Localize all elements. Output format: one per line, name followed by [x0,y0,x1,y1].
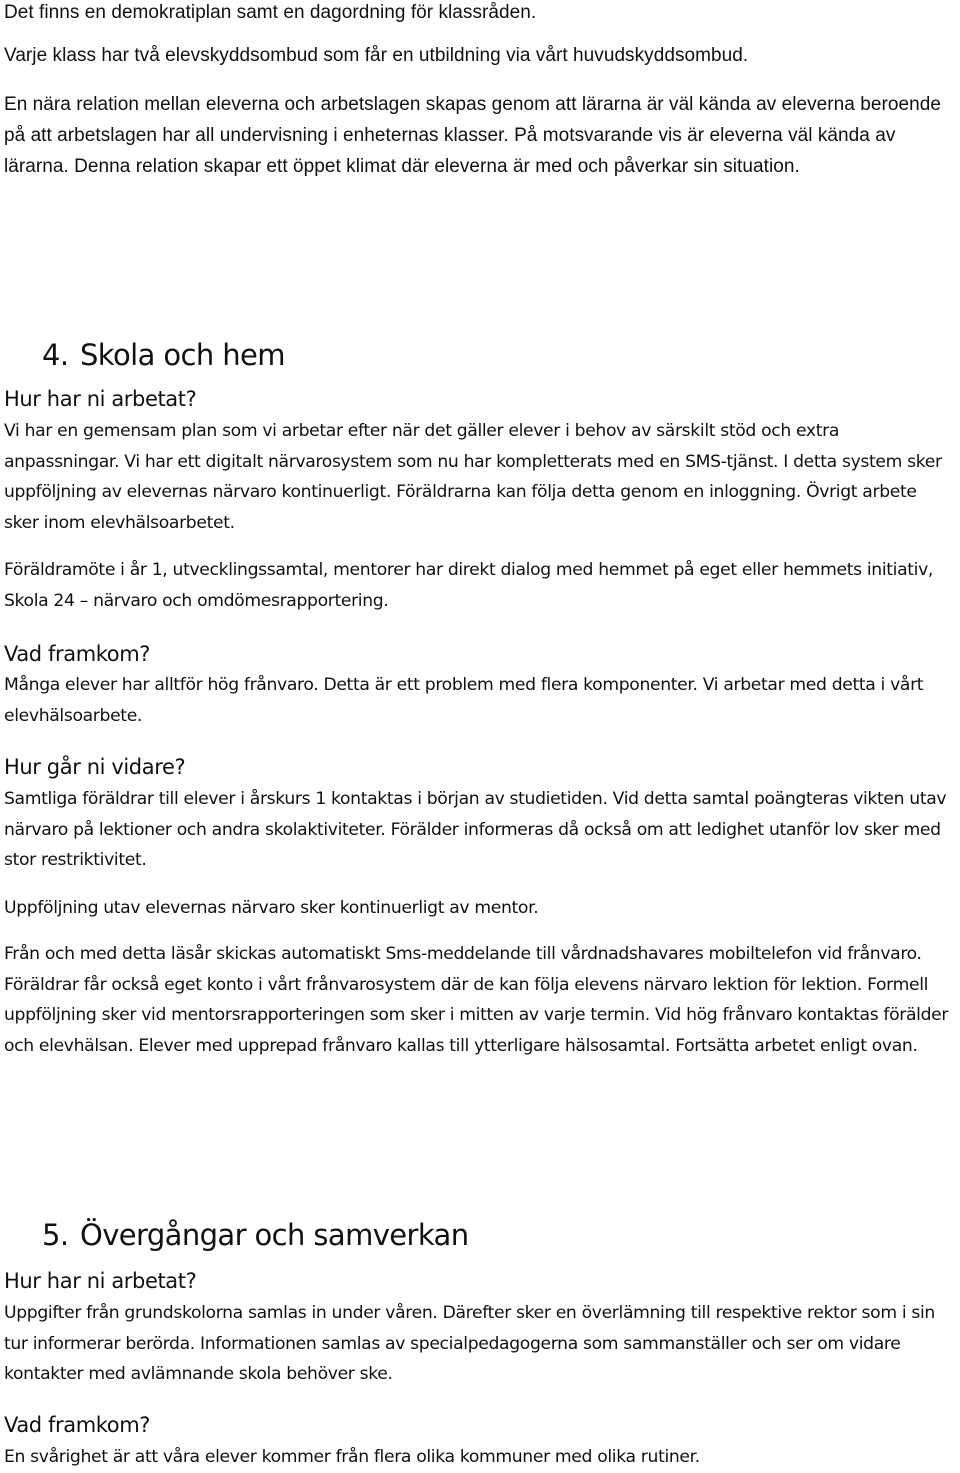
intro-paragraph-2: Varje klass har två elevskyddsombud som får en utbildning via vårt huvudskyddsombud. [4,45,749,66]
section-5-title: Övergångar och samverkan [80,1218,469,1252]
section-4-subheading-next-steps: Hur går ni vidare? [4,755,186,779]
intro-paragraph-3: En nära relation mellan eleverna och arbetslagen skapas genom att lärarna är väl kända av eleverna beroende på att arbetslagen har all undervisning i enheternas klasser. På motsvarande vis är eleverna väl kända av lärarna. Denna relation skapar ett öppet klimat där eleverna är med och påverkar sin situation. [4,94,941,177]
section-4-heading [42,336,285,374]
section-5-number: 5. [42,1218,69,1252]
section-5-subheading-how-worked: Hur har ni arbetat? [4,1269,197,1293]
section-5-heading [42,1216,469,1254]
section-4-paragraph-6: Från och med detta läsår skickas automatiskt Sms-meddelande till vårdnadshavares mobiltelefon vid frånvaro. Föräldrar får också eget konto i vårt frånvarosystem där de kan följa elevens närvaro lektion för lektion. Formell uppföljning sker vid mentorsrapporteringen som sker i mitten av varje termin. Vid hög frånvaro kontaktas förälder och elevhälsan. Elever med upprepad frånvaro kallas till ytterligare hälsosamtal. Fortsätta arbetet enligt ovan. [4,944,949,1056]
section-4-subheading-findings: Vad framkom? [4,642,151,666]
section-4-paragraph-2: Föräldramöte i år 1, utvecklingssamtal, mentorer har direkt dialog med hemmet på eget eller hemmets initiativ, Skola 24 – närvaro och omdömesrapportering. [4,560,934,611]
section-4-number: 4. [42,338,69,372]
section-4-paragraph-5: Uppföljning utav elevernas närvaro sker kontinuerligt av mentor. [4,898,539,918]
section-4-title: Skola och hem [80,338,285,372]
section-4-subheading-how-worked: Hur har ni arbetat? [4,387,197,411]
section-5-paragraph-2: En svårighet är att våra elever kommer från flera olika kommuner med olika rutiner. [4,1447,700,1467]
section-5-paragraph-1: Uppgifter från grundskolorna samlas in under våren. Därefter sker en överlämning till respektive rektor som i sin tur informerar berörda. Informationen samlas av specialpedagogerna som sammanställer och ser om vidare kontakter med avlämnande skola behöver ske. [4,1303,935,1384]
section-4-paragraph-3: Många elever har alltför hög frånvaro. Detta är ett problem med flera komponenter. Vi arbetar med detta i vårt elevhälsoarbete. [4,675,924,726]
section-4-paragraph-1: Vi har en gemensam plan som vi arbetar efter när det gäller elever i behov av särskilt stöd och extra anpassningar. Vi har ett digitalt närvarosystem som nu har kompletterats med en SMS-tjänst. I detta system sker uppföljning av elevernas närvaro kontinuerligt. Föräldrarna kan följa detta genom en inloggning. Övrigt arbete sker inom elevhälsoarbetet. [4,421,942,533]
section-5-subheading-findings: Vad framkom? [4,1413,151,1437]
intro-paragraph-1: Det finns en demokratiplan samt en dagordning för klassråden. [4,2,537,23]
section-4-paragraph-4: Samtliga föräldrar till elever i årskurs 1 kontaktas i början av studietiden. Vid detta samtal poängteras vikten utav närvaro på lektioner och andra skolaktiviteter. Förälder informeras då också om att ledighet utanför lov sker med stor restriktivitet. [4,789,947,870]
